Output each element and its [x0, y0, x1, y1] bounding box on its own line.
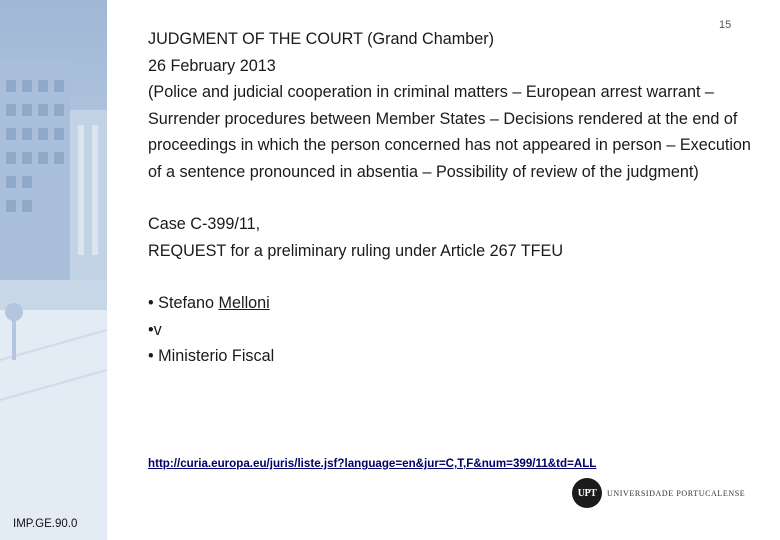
judgment-keywords: (Police and judicial cooperation in criminal matters – European arrest warrant – Surrender procedures between Member States – Decisions rendered at the end of proceedings in which the person concerned has not appeared in person – Execution of a sentence pronounced in absentia – Possibility of review of the judgment)	[148, 83, 751, 181]
bullet: •	[148, 294, 154, 312]
slide-content	[148, 26, 758, 370]
page-number: 15	[719, 19, 732, 31]
party-first-surname: Melloni	[218, 294, 270, 312]
bullet: •	[148, 320, 154, 339]
party-first	[148, 290, 758, 317]
party-second-name: Ministerio Fiscal	[158, 347, 275, 365]
judgment-title: JUDGMENT OF THE COURT (Grand Chamber)	[148, 30, 494, 48]
sidebar-building-photo	[0, 0, 107, 540]
party-second	[148, 343, 758, 370]
case-request: REQUEST for a preliminary ruling under Article 267 TFEU	[148, 241, 564, 260]
logo-mark: UPT	[572, 478, 602, 508]
building-illustration	[0, 0, 107, 540]
university-logo	[572, 478, 745, 508]
case-number: Case C‑399/11,	[148, 215, 261, 233]
party-first-name: Stefano	[158, 294, 219, 312]
curia-link[interactable]: http://curia.europa.eu/juris/liste.jsf?language=en&jur=C,T,F&num=399/11&td=ALL	[148, 457, 597, 470]
party-versus	[148, 317, 758, 344]
document-code: IMP.GE.90.0	[13, 518, 78, 530]
judgment-date: 26 February 2013	[148, 56, 276, 75]
versus-label: v	[153, 320, 162, 339]
bullet: •	[148, 347, 154, 365]
logo-text: UNIVERSIDADE PORTUCALENSE	[607, 488, 746, 498]
